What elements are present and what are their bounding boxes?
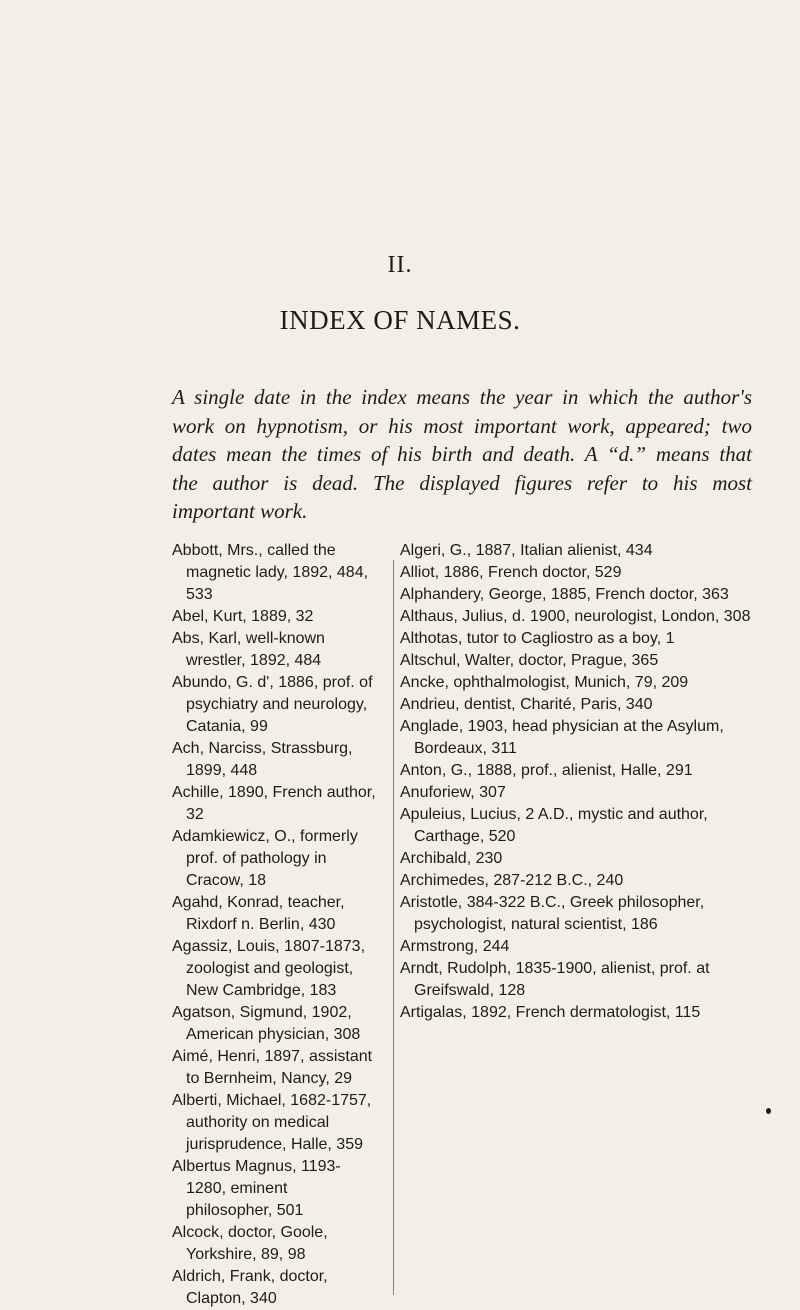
index-entry: Agatson, Sigmund, 1902, American physician, 308: [172, 1004, 361, 1043]
index-entry: Anuforiew, 307: [400, 784, 506, 801]
index-entry: Algeri, G., 1887, Italian alienist, 434: [400, 542, 653, 559]
index-entry: Archibald, 230: [400, 850, 503, 867]
index-entry: Anglade, 1903, head physician at the Asylum, Bordeaux, 311: [400, 718, 724, 757]
intro-line: work on hypnotism, or his most important work, appeared; two: [172, 413, 752, 438]
index-entry: Althotas, tutor to Cagliostro as a boy, 1: [400, 630, 675, 647]
index-entry: Armstrong, 244: [400, 938, 510, 955]
index-entry: Agahd, Konrad, teacher, Rixdorf n. Berlin, 430: [172, 894, 345, 933]
index-entry: Abel, Kurt, 1889, 32: [172, 608, 314, 625]
section-number: II.: [387, 252, 413, 278]
index-entry: Apuleius, Lucius, 2 A.D., mystic and author, Carthage, 520: [400, 806, 708, 845]
index-entry: Andrieu, dentist, Charité, Paris, 340: [400, 696, 653, 713]
index-entry: Ach, Narciss, Strassburg, 1899, 448: [172, 740, 353, 779]
index-entry: Aimé, Henri, 1897, assistant to Bernheim, Nancy, 29: [172, 1048, 373, 1087]
intro-line: the author is dead. The displayed figures refer to his most: [172, 470, 752, 495]
intro-line: important work.: [172, 499, 308, 523]
index-entry: Albertus Magnus, 1193-1280, eminent philosopher, 501: [172, 1158, 341, 1219]
index-entry: Alberti, Michael, 1682-1757, authority on medical jurisprudence, Halle, 359: [172, 1092, 372, 1153]
index-entry: Altschul, Walter, doctor, Prague, 365: [400, 652, 659, 669]
index-entry: Adamkiewicz, O., formerly prof. of pathology in Cracow, 18: [172, 828, 358, 889]
index-entry: Arndt, Rudolph, 1835-1900, alienist, prof. at Greifswald, 128: [400, 960, 710, 999]
index-entry: Achille, 1890, French author, 32: [172, 784, 376, 823]
column-divider: [393, 560, 394, 1295]
index-entry: Ancke, ophthalmologist, Munich, 79, 209: [400, 674, 689, 691]
index-entry: Alcock, doctor, Goole, Yorkshire, 89, 98: [172, 1224, 328, 1263]
index-entry: Archimedes, 287-212 B.C., 240: [400, 872, 624, 889]
index-entry: Alphandery, George, 1885, French doctor, 363: [400, 586, 729, 603]
intro-line: A single date in the index means the year in which the author's: [172, 385, 752, 409]
ink-speck: [766, 1108, 771, 1114]
index-entry: Anton, G., 1888, prof., alienist, Halle, 291: [400, 762, 693, 779]
index-entry: Aristotle, 384-322 B.C., Greek philosopher, psychologist, natural scientist, 186: [400, 894, 705, 933]
index-entry: Alliot, 1886, French doctor, 529: [400, 564, 622, 581]
intro-line: dates mean the times of his birth and death. A “d.” means that: [172, 442, 752, 466]
index-entry: Abundo, G. d', 1886, prof. of psychiatry and neurology, Catania, 99: [172, 674, 373, 735]
index-column-left: [172, 540, 377, 1310]
index-entry: Abs, Karl, well-known wrestler, 1892, 484: [172, 630, 325, 669]
index-entry: Aldrich, Frank, doctor, Clapton, 340: [172, 1268, 328, 1307]
section-title: INDEX OF NAMES.: [279, 305, 521, 335]
index-entry: Abbott, Mrs., called the magnetic lady, 1892, 484, 533: [172, 542, 369, 603]
index-introduction: [172, 383, 752, 526]
index-entry: Althaus, Julius, d. 1900, neurologist, London, 308: [400, 608, 751, 625]
index-column-right: [400, 540, 755, 1024]
index-entry: Agassiz, Louis, 1807-1873, zoologist and geologist, New Cambridge, 183: [172, 938, 366, 999]
index-entry: Artigalas, 1892, French dermatologist, 115: [400, 1004, 701, 1021]
